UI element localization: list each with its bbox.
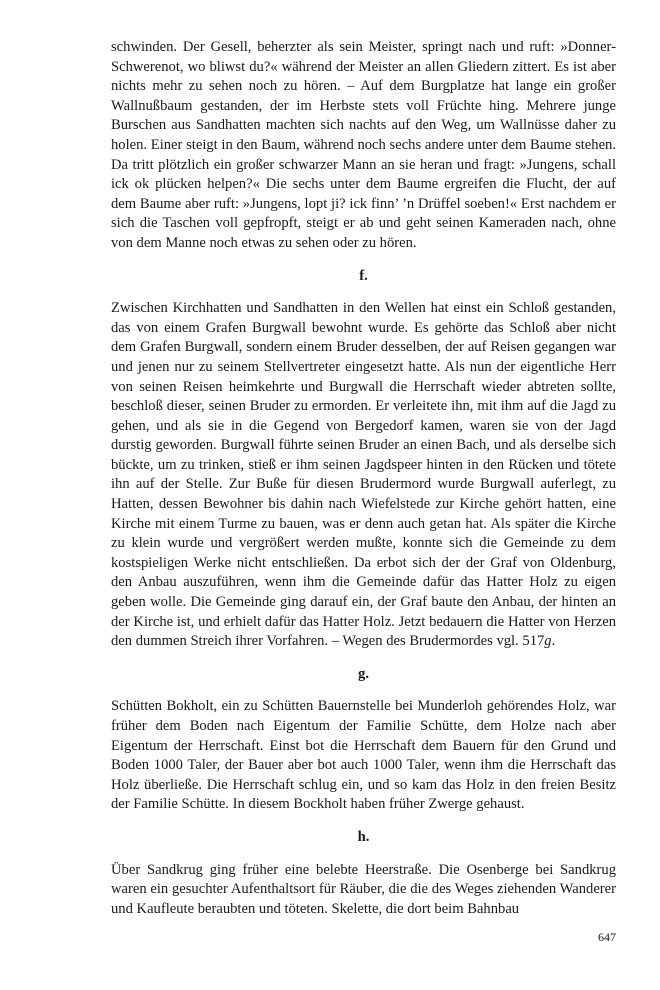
section-heading-g: g. (358, 665, 369, 682)
paragraph-f (111, 299, 616, 652)
paragraph-f-end: . (551, 633, 556, 650)
page-body (111, 38, 616, 919)
paragraph-continuation: schwinden. Der Gesell, beherzter als sein Meister, springt nach und ruft: »Donner-Schwerenot, wo bliwst du?« während der Meister an allen Gliedern zittert. Es ist aber nichts mehr zu sehen noch zu hören. – Auf dem Burgplatze hat lange ein großer Wallnußbaum gestanden, der im Herbste stets voll Früchte hing. Mehrere junge Burschen aus Sandhatten machten sich nachts auf den Weg, um Wallnüsse daher zu holen. Einer steigt in den Baum, während noch sechs andere unter dem Baume stehen. Da tritt plötzlich ein großer schwarzer Mann an sie heran und fragt: »Jungens, schall ick ok plücken helpen?« Die sechs unter dem Baume ergreifen die Flucht, der auf dem Baume aber ruft: »Jungens, lopt ji? ick finn’ ’n Drüffel soeben!« Erst nachdem er sich die Taschen voll gepfropft, steigt er ab und geht seinen Kameraden nach, ohne von dem Manne noch etwas zu sehen oder zu hören. (111, 39, 616, 251)
paragraph-f-reference-suffix: g (544, 633, 552, 650)
paragraph-g: Schütten Bokholt, ein zu Schütten Bauernstelle bei Munderloh gehörendes Holz, war früher dem Boden nach Eigentum der Familie Schütte, dem Holze nach aber Eigentum der Herrschaft. Einst bot die Herrschaft dem Bauern für den Grund und Boden 1000 Taler, der Bauer aber bot auch 1000 Taler, wenn ihm die Herrschaft das Holz überließe. Die Herrschaft schlug ein, und so kam das Holz in den freien Besitz der Familie Schütte. In diesem Bockholt haben früher Zwerge gehaust. (111, 698, 616, 813)
page-number: 647 (598, 930, 616, 944)
paragraph-h: Über Sandkrug ging früher eine belebte Heerstraße. Die Osenberge bei Sandkrug waren ein gesuchter Aufenthaltsort für Räuber, die die des Weges ziehenden Wanderer und Kaufleute beraubten und töteten. Skelette, die dort beim Bahnbau (111, 861, 616, 917)
section-heading-f: f. (359, 267, 368, 284)
paragraph-f-text: Zwischen Kirchhatten und Sandhatten in den Wellen hat einst ein Schloß gestanden, das von einem Grafen Burgwall bewohnt wurde. Es gehörte das Schloß aber nicht dem Grafen Burgwall, sondern einem Bruder desselben, der auf Reisen gegangen war und jenen nur zu seinem Stellvertreter eingesetzt hatte. Als nun der eigentliche Herr von seinen Reisen heimkehrte und Burgwall die Herrschaft wieder abtreten sollte, beschloß dieser, seinen Bruder zu ermorden. Er verleitete ihn, mit ihm auf die Jagd zu gehen, und als sie in die Gegend von Bergedorf kamen, waren sie von der Jagd durstig geworden. Burgwall führte seinen Bruder an einen Bach, und als derselbe sich bückte, um zu trinken, stieß er ihm seinen Jagdspeer hinten in den Rücken und tötete ihn auf der Stelle. Zur Buße für diesen Brudermord wurde Burgwall auferlegt, zu Hatten, dessen Bewohner bis dahin nach Wiefelstede zur Kirche gehört hatten, eine Kirche mit einem Turme zu bauen, was er denn auch getan hat. Als später die Kirche zu klein wurde und vergrößert werden mußte, konnte sich die Gemeinde zu dem kostspieligen Werke nicht entschließen. Da erbot sich der der Graf von Oldenburg, den Anbau auszuführen, wenn ihm die Gemeinde dafür das Hatter Holz zu eigen geben wolle. Die Gemeinde ging darauf ein, der Graf baute den Anbau, der hinten an der Kirche ist, und erhielt dafür das Hatter Holz. Jetzt bedauern die Hatter von Herzen den dummen Streich ihrer Vorfahren. – Wegen des Brudermordes vgl. 517 (111, 300, 616, 650)
section-heading-h: h. (357, 828, 370, 845)
